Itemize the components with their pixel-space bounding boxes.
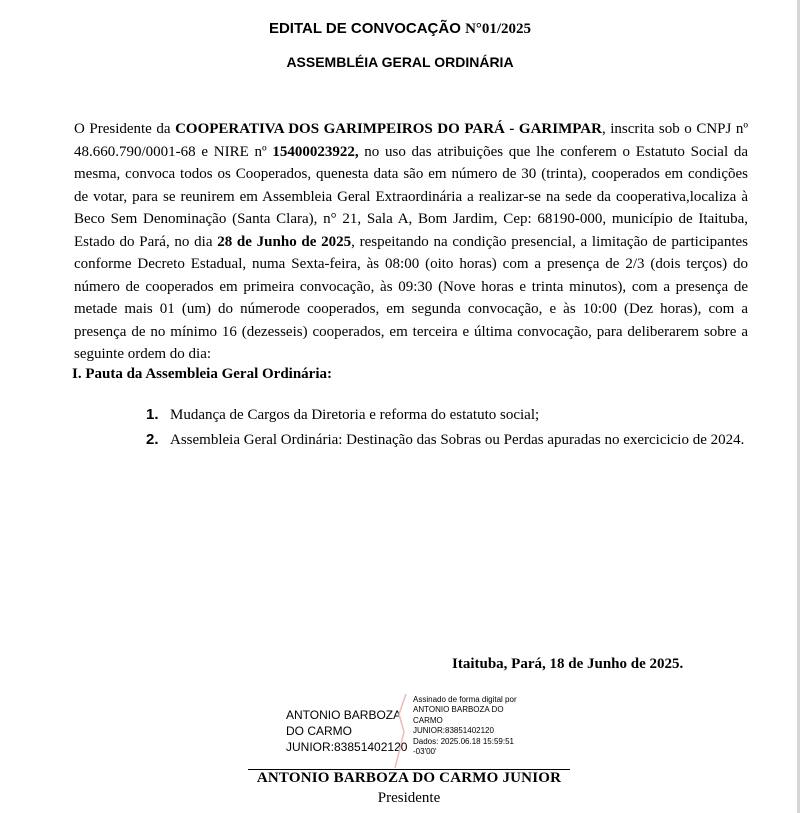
nire-number: 15400023922, xyxy=(272,143,359,160)
meeting-date: 28 de Junho de 2025 xyxy=(217,233,352,250)
agenda-item-number: 1. xyxy=(146,406,159,423)
agenda-item-text: Mudança de Cargos da Diretoria e reforma do estatuto social; xyxy=(170,407,540,423)
signature-detail-line: JUNIOR:83851402120 xyxy=(413,726,494,736)
convocation-paragraph xyxy=(74,118,748,366)
signature-mark-icon xyxy=(390,692,412,770)
signature-name-line: JUNIOR:83851402120 xyxy=(286,740,408,754)
place-and-date: Itaituba, Pará, 18 de Junho de 2025. xyxy=(452,656,684,672)
signature-detail-line: ANTONIO BARBOZA DO xyxy=(413,705,504,715)
signature-detail-line: Dados: 2025.06.18 15:59:51 xyxy=(413,736,514,746)
paragraph-text: O Presidente da xyxy=(74,121,176,137)
paragraph-text: , inscrita sob o CNPJ nº 48.660.790/0001-68 e NIRE nº xyxy=(74,121,749,160)
agenda-item-text: Assembleia Geral Ordinária: Destinação das Sobras ou Perdas apuradas no exercicicio de 2024. xyxy=(170,432,745,448)
agenda-heading: I. Pauta da Assembleia Geral Ordinária: xyxy=(72,366,332,382)
paragraph-text: , respeitando na condição presencial, a limitação de participantes conforme Decreto Estadual, numa Sexta-feira, às 08:00 (oito horas) com a presença de 2/3 (dois terços) do número de cooperados em primeira convocação, às 09:30 (Nove horas e trinta minutos), com a presença de metade mais 01 (um) do númerode cooperados, em segunda convocação, e às 10:00 (Dez horas), com a presença de no mínimo 16 (dezesseis) cooperados, em terceira e última convocação, para deliberarem sobre a seguinte ordem do dia: xyxy=(74,233,748,362)
title-number: N°01/2025 xyxy=(465,21,532,37)
document-subtitle: ASSEMBLÉIA GERAL ORDINÁRIA xyxy=(286,54,514,70)
signature-detail-line: -03'00' xyxy=(413,747,437,757)
paragraph-text: no uso das atribuições que lhe conferem o Estatuto Social da mesma, convoca todos os Cooperados, quenesta data são em número de 30 (trinta), cooperados em condições de votar, para se reunirem em Assembleia Geral Extraordinária a realizar-se na sede da cooperativa,localiza à Beco Sem Denominação (Santa Clara), n° 21, Sala A, Bom Jardim, Cep: 68190-000, município de Itaituba, Estado do Pará, no dia xyxy=(74,143,748,250)
agenda-list xyxy=(146,405,752,455)
agenda-item xyxy=(146,405,752,425)
document-title xyxy=(0,20,800,38)
title-prefix: EDITAL DE CONVOCAÇÃO xyxy=(268,20,461,37)
digital-signature-details xyxy=(413,695,553,757)
signature-name-line: ANTONIO BARBOZA xyxy=(286,708,402,722)
cooperative-name: COOPERATIVA DOS GARIMPEIROS DO PARÁ - GARIMPAR xyxy=(175,121,602,137)
signature-name-line: DO CARMO xyxy=(286,724,352,738)
signer-role: Presidente xyxy=(377,790,441,806)
agenda-item xyxy=(146,430,752,450)
signature-detail-line: Assinado de forma digital por xyxy=(413,695,517,704)
agenda-item-number: 2. xyxy=(146,431,159,448)
signature-detail-line: CARMO xyxy=(413,715,443,725)
signer-name: ANTONIO BARBOZA DO CARMO JUNIOR xyxy=(256,770,562,786)
